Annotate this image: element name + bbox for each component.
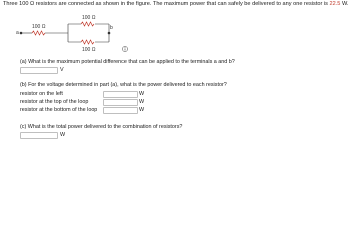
resistor-left-label: 100 Ω: [32, 24, 46, 30]
part-b-top-unit: W: [139, 99, 145, 105]
terminal-b-node: [108, 32, 111, 35]
part-a-unit: V: [60, 67, 64, 73]
part-a-question: (a) What is the maximum potential difference that can be applied to the terminals a and b?: [20, 59, 235, 65]
part-c-question: (c) What is the total power delivered to the combination of resistors?: [20, 124, 183, 130]
info-icon[interactable]: [122, 46, 128, 52]
resistor-top-label: 100 Ω: [82, 15, 96, 21]
part-b-left-unit: W: [139, 91, 145, 97]
terminal-a-label: a: [16, 30, 19, 36]
part-c-answer-input[interactable]: [20, 132, 58, 139]
terminal-b-label: b: [110, 25, 113, 31]
part-b-left-input[interactable]: [103, 91, 138, 98]
part-b-row-label: resistor at the bottom of the loop: [20, 107, 98, 113]
part-a-answer-input[interactable]: [20, 67, 58, 74]
resistor-left: [32, 31, 45, 35]
part-c-unit: W: [60, 132, 66, 138]
part-b-bottom-input[interactable]: [103, 107, 138, 114]
resistor-bottom-label: 100 Ω: [82, 47, 96, 53]
part-b-bottom-unit: W: [139, 107, 145, 113]
part-b-row-label: resistor on the left: [20, 91, 63, 97]
max-power-value: 22.5: [329, 1, 341, 7]
part-b-question: (b) For the voltage determined in part (a), what is the power delivered to each resistor?: [20, 82, 227, 88]
problem-text-before: Three 100 Ω resistors are connected as shown in the figure. The maximum power that can safely be delivered to any one resistor is: [3, 1, 330, 7]
part-b-top-input[interactable]: [103, 99, 138, 106]
problem-text-after: W.: [340, 1, 349, 7]
part-b-row-label: resistor at the top of the loop: [20, 99, 89, 105]
